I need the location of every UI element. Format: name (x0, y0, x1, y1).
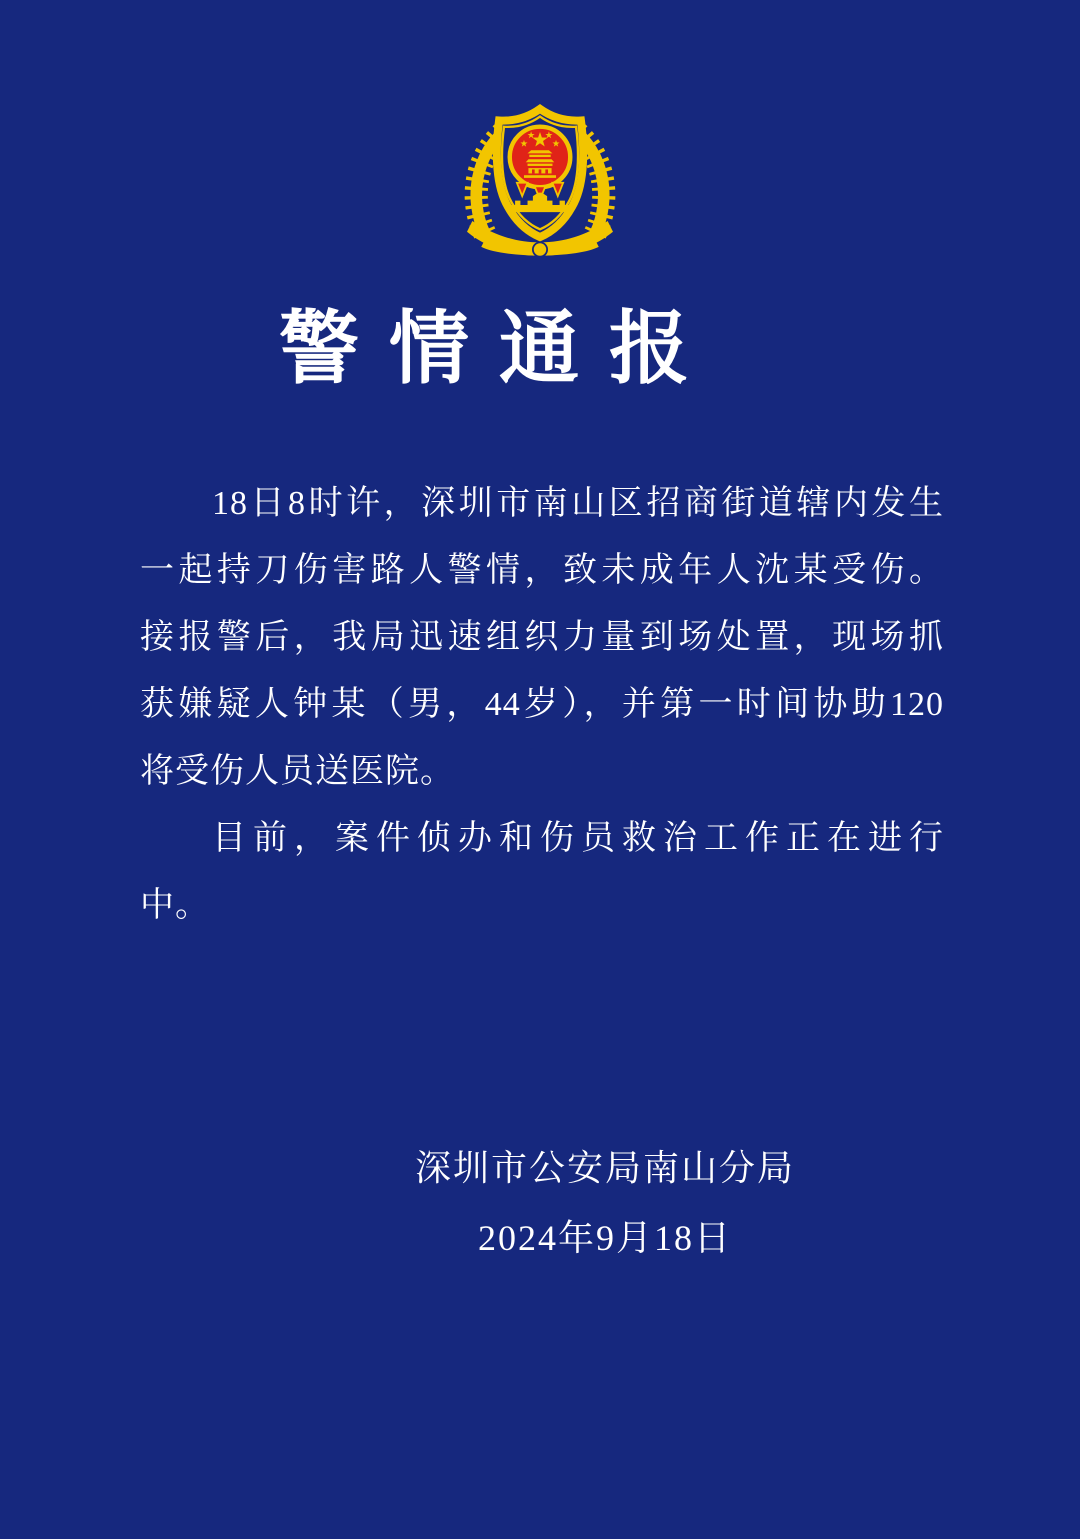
notice-title: 警情通报 (279, 306, 719, 394)
body-line-5: 将受伤人员送医院。 (140, 753, 455, 790)
body-line-7: 中。 (140, 887, 210, 924)
notice-date: 2024年9月18日 (477, 1218, 732, 1258)
body-line-4: 获嫌疑人钟某（男，44岁），并第一时间协助120 (140, 686, 944, 723)
body-line-6: 目前，案件侦办和伤员救治工作正在进行 (212, 820, 944, 857)
gate-doors (532, 169, 548, 173)
emblem-container (0, 0, 1080, 262)
issuer-signature: 深圳市公安局南山分局 (414, 1148, 795, 1188)
notice-body (140, 470, 944, 939)
notice-footer (0, 1133, 1080, 1273)
body-line-1: 18日8时许，深圳市南山区招商街道辖内发生 (212, 485, 944, 522)
body-line-2: 一起持刀伤害路人警情，致未成年人沈某受伤。 (140, 552, 944, 589)
china-police-badge-icon (451, 100, 629, 262)
body-line-3: 接报警后，我局迅速组织力量到场处置，现场抓 (140, 619, 944, 656)
